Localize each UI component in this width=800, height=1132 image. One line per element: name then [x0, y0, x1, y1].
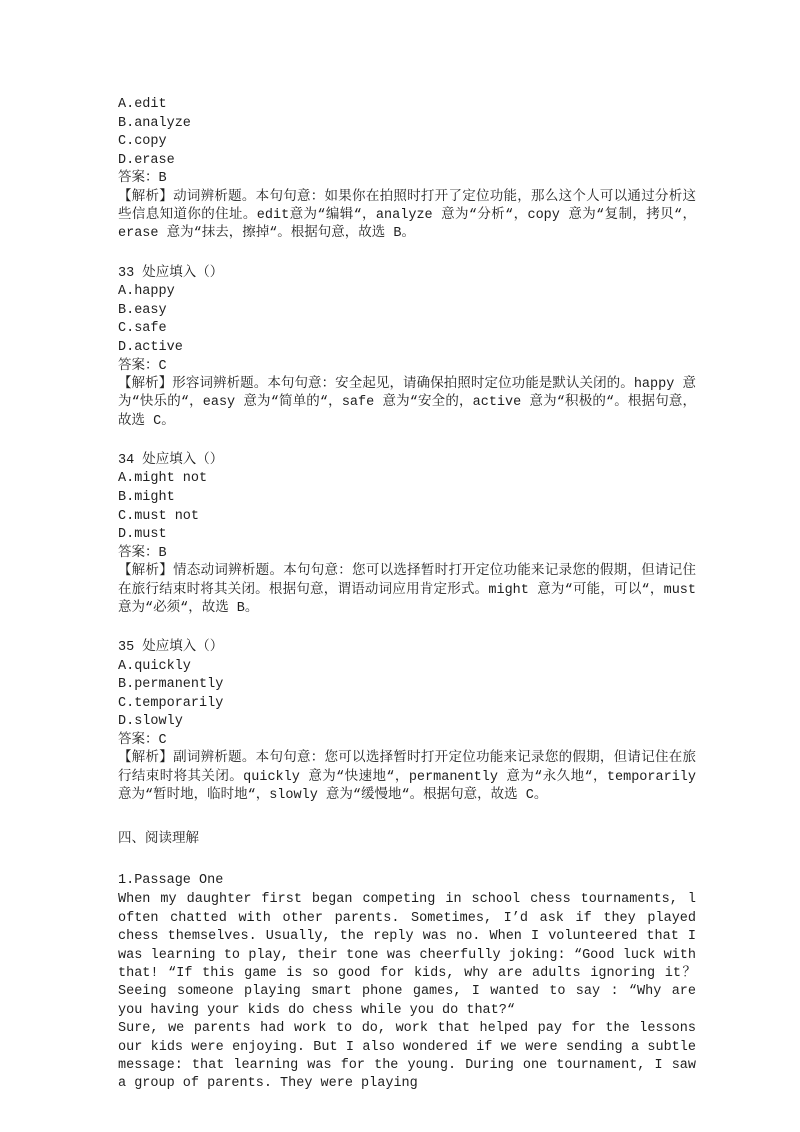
option-b: B.easy [118, 302, 167, 318]
question-block-32 [118, 96, 696, 244]
answer-line: 答案：B [118, 545, 167, 561]
analysis-text: 【解析】情态动词辨析题。本句句意：您可以选择暂时打开定位功能来记录您的假期，但请记住在旅行结束时将其关闭。根据句意，谓语动词应用肯定形式。might 意为“可能，可以“，must 意为“必须“，故选 B。 [118, 564, 696, 616]
option-d: D.active [118, 339, 183, 355]
question-block-35 [118, 639, 696, 805]
question-prompt: 34 处应填入（） [118, 452, 224, 468]
option-b: B.permanently [118, 677, 224, 693]
option-b: B.might [118, 489, 175, 505]
document-page [118, 96, 696, 1094]
passage-paragraph-2: Sure, we parents had work to do, work that helped pay for the lessons our kids were enjoying. But I also wondered if we were sending a subtle message: that learning was for the young. During one tournament, I saw a group of parents. They were playing [118, 1021, 696, 1092]
answer-line: 答案：C [118, 732, 167, 748]
option-a: A.might not [118, 471, 208, 487]
answer-line: 答案：C [118, 358, 167, 374]
option-c: C.safe [118, 321, 167, 337]
option-a: A.quickly [118, 658, 191, 674]
option-d: D.slowly [118, 714, 183, 730]
option-d: D.erase [118, 152, 175, 168]
passage-title: 1.Passage One [118, 872, 224, 888]
question-block-34 [118, 452, 696, 618]
option-c: C.must not [118, 508, 200, 524]
analysis-text: 【解析】动词辨析题。本句句意：如果你在拍照时打开了定位功能，那么这个人可以通过分析这些信息知道你的住址。edit意为“编辑“，analyze 意为“分析“，copy 意为“复制，拷贝“，erase 意为“抹去，擦掉“。根据句意，故选 B。 [118, 189, 696, 242]
option-c: C.temporarily [118, 695, 224, 711]
analysis-text: 【解析】形容词辨析题。本句句意：安全起见，请确保拍照时定位功能是默认关闭的。happy 意为“快乐的“，easy 意为“简单的“，safe 意为“安全的，active 意为“积极的“。根据句意，故选 C。 [118, 377, 696, 429]
passage-paragraph-1: When my daughter first began competing in school chess tournaments, l often chatted with other parents. Sometimes, I’d ask if they played chess themselves. Usually, the reply was no. When I volunteered that I was learning to play, their tone was cheerfully joking: “Good luck with that! “If this game is so good for kids, why are adults ignoring it？Seeing someone playing smart phone games, I wanted to say : “Why are you having your kids do chess while you do that?“ [118, 892, 696, 1018]
passage-block [118, 872, 696, 1094]
analysis-text: 【解析】副词辨析题。本句句意：您可以选择暂时打开定位功能来记录您的假期，但请记住在旅行结束时将其关闭。quickly 意为“快速地“，permanently 意为“永久地“，temporarily 意为“暂时地，临时地“，slowly 意为“缓慢地“。根据句意，故选 C。 [118, 751, 696, 803]
option-a: A.happy [118, 284, 175, 300]
option-b: B.analyze [118, 115, 191, 131]
question-prompt: 33 处应填入（） [118, 265, 224, 281]
answer-line: 答案：B [118, 171, 167, 187]
question-block-33 [118, 265, 696, 431]
section-heading: 四、阅读理解 [118, 832, 199, 848]
option-d: D.must [118, 527, 167, 543]
question-prompt: 35 处应填入（） [118, 639, 224, 655]
option-a: A.edit [118, 97, 167, 112]
option-c: C.copy [118, 134, 167, 150]
